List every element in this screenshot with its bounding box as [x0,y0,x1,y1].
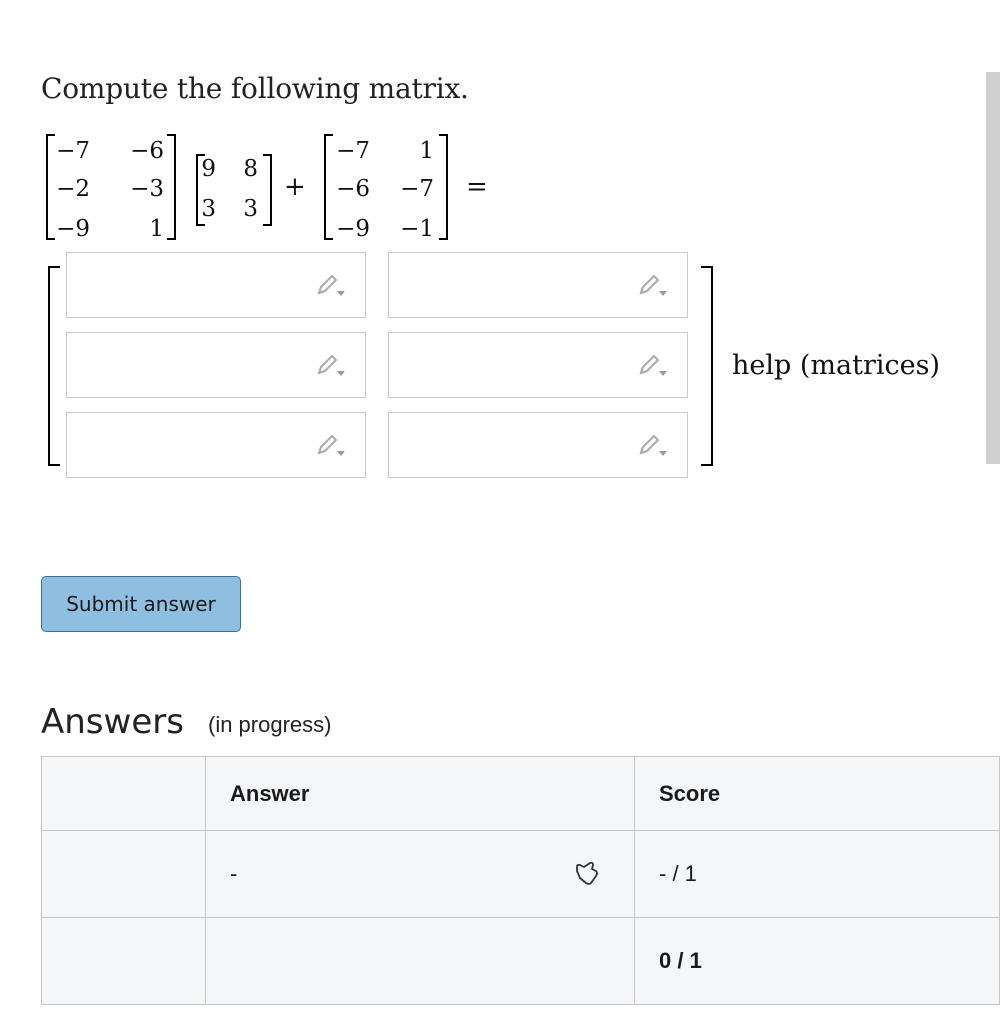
matrix-c-cell: −7 [336,138,370,164]
answers-status: (in progress) [208,712,332,737]
matrix-a-cell: −9 [56,216,90,242]
column-header-index [42,757,206,831]
pencil-dropdown-icon[interactable] [315,273,349,299]
matrix-a-cell: −2 [56,176,90,202]
answers-table [41,756,1000,1005]
pencil-dropdown-icon[interactable] [315,353,349,379]
answer-matrix-left-bracket [48,266,60,466]
matrix-c [324,134,448,240]
matrix-b-cell: 3 [201,196,216,222]
column-header-answer: Answer [206,757,635,831]
answer-input-r3c2[interactable] [388,412,688,478]
row-answer [206,831,635,918]
matrix-b-cell: 8 [243,156,258,182]
matrix-a [46,134,176,240]
pencil-dropdown-icon[interactable] [637,433,671,459]
total-label [42,918,206,1005]
answers-heading: Answers [41,702,184,742]
matrix-c-cell: −6 [336,176,370,202]
question-prompt: Compute the following matrix. [41,72,469,105]
matrix-b-cell: 9 [201,156,216,182]
answer-input-r3c1[interactable] [66,412,366,478]
matrix-c-cell: −7 [400,176,434,202]
table-row [42,831,1000,918]
help-matrices-link[interactable]: help (matrices) [732,350,940,381]
matrix-c-cell: −9 [336,216,370,242]
matrix-a-cell: 1 [149,216,164,242]
answer-input-r1c2[interactable] [388,252,688,318]
equals-sign: = [466,172,488,202]
row-score: - / 1 [635,831,1000,918]
total-answer [206,918,635,1005]
plus-sign: + [284,172,306,202]
answer-matrix [46,252,726,484]
matrix-a-cell: −6 [130,138,164,164]
pencil-dropdown-icon[interactable] [637,353,671,379]
hand-pointer-icon[interactable] [572,859,600,887]
pencil-dropdown-icon[interactable] [637,273,671,299]
answer-matrix-right-bracket [701,266,713,466]
matrix-b [196,154,272,226]
submit-answer-button[interactable]: Submit answer [41,576,241,632]
matrix-a-cell: −7 [56,138,90,164]
matrix-a-cell: −3 [130,176,164,202]
row-answer-value: - [230,861,238,886]
matrix-c-cell: 1 [419,138,434,164]
total-score: 0 / 1 [635,918,1000,1005]
answer-input-r2c1[interactable] [66,332,366,398]
matrix-c-cell: −1 [400,216,434,242]
matrix-b-cell: 3 [243,196,258,222]
pencil-dropdown-icon[interactable] [315,433,349,459]
table-header-row [42,757,1000,831]
answer-input-r2c2[interactable] [388,332,688,398]
answer-input-r1c1[interactable] [66,252,366,318]
row-index [42,831,206,918]
scrollbar[interactable] [986,72,1000,464]
table-total-row [42,918,1000,1005]
column-header-score: Score [635,757,1000,831]
matrix-expression [46,128,566,248]
